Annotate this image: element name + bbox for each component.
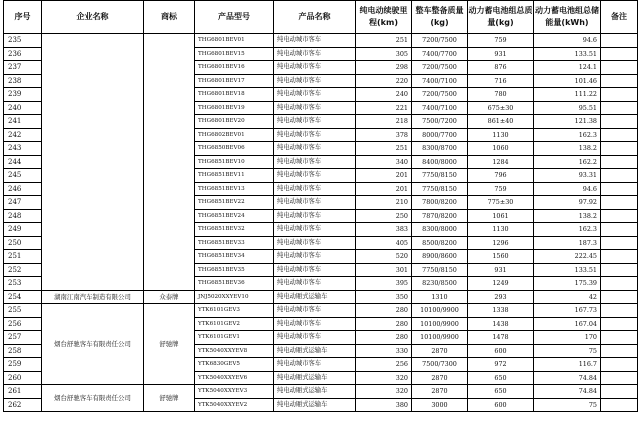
- product-model: THG6851BEV10: [195, 155, 274, 169]
- battery-energy: 95.51: [534, 101, 601, 115]
- battery-mass: 796: [468, 169, 534, 183]
- curb-mass: 7500/7300: [412, 358, 468, 372]
- remark-cell: [601, 236, 638, 250]
- curb-mass: 7200/7500: [412, 34, 468, 48]
- product-model: YTK5040XXYEV2: [195, 398, 274, 412]
- row-number: 236: [4, 47, 42, 61]
- curb-mass: 8300/8700: [412, 142, 468, 156]
- remark-cell: [601, 47, 638, 61]
- battery-energy: 111.22: [534, 88, 601, 102]
- row-number: 242: [4, 128, 42, 142]
- range-km: 383: [356, 223, 412, 237]
- company-name: 烟台舒驰客车有限责任公司: [42, 304, 144, 385]
- table-row: [4, 34, 638, 48]
- battery-energy: 124.1: [534, 61, 601, 75]
- curb-mass: 7750/8150: [412, 169, 468, 183]
- range-km: 380: [356, 398, 412, 412]
- table-header-row: [4, 1, 638, 34]
- remark-cell: [601, 101, 638, 115]
- range-km: 250: [356, 209, 412, 223]
- product-name: 纯电动厢式运输车: [274, 290, 356, 304]
- remark-cell: [601, 34, 638, 48]
- row-number: 246: [4, 182, 42, 196]
- brand-name: 舒驰牌: [144, 304, 195, 385]
- range-km: 201: [356, 169, 412, 183]
- product-model: YTK6830GEV5: [195, 358, 274, 372]
- product-name: 纯电动城市客车: [274, 317, 356, 331]
- row-number: 261: [4, 385, 42, 399]
- product-model: THG6851BEV34: [195, 250, 274, 264]
- range-km: 201: [356, 182, 412, 196]
- range-km: 280: [356, 317, 412, 331]
- battery-energy: 138.2: [534, 142, 601, 156]
- battery-mass: 759: [468, 34, 534, 48]
- brand-name: 众泰牌: [144, 290, 195, 304]
- remark-cell: [601, 196, 638, 210]
- header-brand: 商标: [144, 1, 195, 34]
- curb-mass: 7400/7700: [412, 47, 468, 61]
- range-km: 280: [356, 304, 412, 318]
- range-km: 221: [356, 101, 412, 115]
- battery-mass: 1249: [468, 277, 534, 291]
- curb-mass: 10100/9900: [412, 304, 468, 318]
- product-model: THG6802BEV01: [195, 128, 274, 142]
- range-km: 240: [356, 88, 412, 102]
- product-name: 纯电动厢式运输车: [274, 344, 356, 358]
- battery-mass: 876: [468, 61, 534, 75]
- remark-cell: [601, 155, 638, 169]
- product-name: 纯电动城市客车: [274, 209, 356, 223]
- product-name: 纯电动城市客车: [274, 74, 356, 88]
- company-name: 烟台舒驰客车有限责任公司: [42, 385, 144, 412]
- product-model: THG6801BEV15: [195, 47, 274, 61]
- battery-mass: 861±40: [468, 115, 534, 129]
- remark-cell: [601, 385, 638, 399]
- battery-energy: 75: [534, 344, 601, 358]
- battery-energy: 162.2: [534, 155, 601, 169]
- product-model: THG6851BEV11: [195, 169, 274, 183]
- range-km: 280: [356, 331, 412, 345]
- row-number: 238: [4, 74, 42, 88]
- product-model: THG6801BEV01: [195, 34, 274, 48]
- header-mass: 整车整备质量(kg): [412, 1, 468, 34]
- product-model: THG6851BEV32: [195, 223, 274, 237]
- curb-mass: 8900/8600: [412, 250, 468, 264]
- battery-energy: 222.45: [534, 250, 601, 264]
- battery-energy: 42: [534, 290, 601, 304]
- header-battery-mass: 动力蓄电池组总质量(kg): [468, 1, 534, 34]
- range-km: 395: [356, 277, 412, 291]
- product-model: YTK6101GEV2: [195, 317, 274, 331]
- product-model: YTK6101GEV3: [195, 304, 274, 318]
- curb-mass: 7400/7100: [412, 101, 468, 115]
- battery-mass: 1338: [468, 304, 534, 318]
- header-remark: 备注: [601, 1, 638, 34]
- row-number: 250: [4, 236, 42, 250]
- battery-mass: 600: [468, 398, 534, 412]
- battery-energy: 121.38: [534, 115, 601, 129]
- range-km: 330: [356, 344, 412, 358]
- curb-mass: 8500/8200: [412, 236, 468, 250]
- battery-mass: 780: [468, 88, 534, 102]
- product-model: THG6851BEV36: [195, 277, 274, 291]
- header-company: 企业名称: [42, 1, 144, 34]
- battery-mass: 1438: [468, 317, 534, 331]
- battery-energy: 94.6: [534, 34, 601, 48]
- row-number: 241: [4, 115, 42, 129]
- row-number: 239: [4, 88, 42, 102]
- remark-cell: [601, 331, 638, 345]
- row-number: 247: [4, 196, 42, 210]
- row-number: 255: [4, 304, 42, 318]
- remark-cell: [601, 182, 638, 196]
- brand-name: 舒驰牌: [144, 385, 195, 412]
- header-no: 序号: [4, 1, 42, 34]
- row-number: 252: [4, 263, 42, 277]
- row-number: 262: [4, 398, 42, 412]
- range-km: 210: [356, 196, 412, 210]
- battery-energy: 133.51: [534, 47, 601, 61]
- product-model: YTK5040XXYEV8: [195, 344, 274, 358]
- battery-energy: 74.84: [534, 385, 601, 399]
- remark-cell: [601, 169, 638, 183]
- curb-mass: 7750/8150: [412, 182, 468, 196]
- battery-mass: 775±30: [468, 196, 534, 210]
- curb-mass: 7200/7500: [412, 61, 468, 75]
- battery-mass: 1284: [468, 155, 534, 169]
- battery-energy: 116.7: [534, 358, 601, 372]
- product-model: THG6851BEV24: [195, 209, 274, 223]
- curb-mass: 3000: [412, 398, 468, 412]
- row-number: 259: [4, 358, 42, 372]
- curb-mass: 7500/7200: [412, 115, 468, 129]
- curb-mass: 7200/7500: [412, 88, 468, 102]
- range-km: 218: [356, 115, 412, 129]
- remark-cell: [601, 398, 638, 412]
- curb-mass: 7800/8200: [412, 196, 468, 210]
- range-km: 251: [356, 34, 412, 48]
- header-product: 产品名称: [274, 1, 356, 34]
- product-model: THG6851BEV35: [195, 263, 274, 277]
- battery-mass: 1130: [468, 223, 534, 237]
- product-name: 纯电动厢式运输车: [274, 385, 356, 399]
- product-model: THG6851BEV33: [195, 236, 274, 250]
- product-name: 纯电动城市客车: [274, 223, 356, 237]
- product-name: 纯电动城市客车: [274, 182, 356, 196]
- battery-mass: 650: [468, 371, 534, 385]
- battery-energy: 187.3: [534, 236, 601, 250]
- product-name: 纯电动城市客车: [274, 358, 356, 372]
- battery-mass: 1296: [468, 236, 534, 250]
- product-name: 纯电动城市客车: [274, 128, 356, 142]
- company-name: 湖南江南汽车制造有限公司: [42, 290, 144, 304]
- curb-mass: 8000/7700: [412, 128, 468, 142]
- product-name: 纯电动城市客车: [274, 142, 356, 156]
- curb-mass: 8300/8000: [412, 223, 468, 237]
- curb-mass: 7400/7100: [412, 74, 468, 88]
- product-name: 纯电动厢式运输车: [274, 371, 356, 385]
- battery-energy: 175.39: [534, 277, 601, 291]
- range-km: 520: [356, 250, 412, 264]
- product-model: THG6801BEV17: [195, 74, 274, 88]
- battery-mass: 1130: [468, 128, 534, 142]
- battery-energy: 162.3: [534, 128, 601, 142]
- vehicle-catalog-table: [3, 0, 638, 412]
- range-km: 405: [356, 236, 412, 250]
- row-number: 237: [4, 61, 42, 75]
- product-name: 纯电动城市客车: [274, 34, 356, 48]
- product-model: YTK6101GEV1: [195, 331, 274, 345]
- remark-cell: [601, 371, 638, 385]
- product-model: YTK5040XXYEV6: [195, 371, 274, 385]
- product-name: 纯电动城市客车: [274, 250, 356, 264]
- product-model: THG6851BEV13: [195, 182, 274, 196]
- curb-mass: 1310: [412, 290, 468, 304]
- row-number: 244: [4, 155, 42, 169]
- remark-cell: [601, 263, 638, 277]
- range-km: 378: [356, 128, 412, 142]
- curb-mass: 2870: [412, 371, 468, 385]
- remark-cell: [601, 277, 638, 291]
- curb-mass: 7750/8150: [412, 263, 468, 277]
- row-number: 256: [4, 317, 42, 331]
- table-row: [4, 290, 638, 304]
- row-number: 257: [4, 331, 42, 345]
- battery-mass: 675±30: [468, 101, 534, 115]
- range-km: 305: [356, 47, 412, 61]
- row-number: 249: [4, 223, 42, 237]
- product-name: 纯电动城市客车: [274, 47, 356, 61]
- product-name: 纯电动城市客车: [274, 236, 356, 250]
- battery-mass: 650: [468, 385, 534, 399]
- range-km: 220: [356, 74, 412, 88]
- product-name: 纯电动城市客车: [274, 196, 356, 210]
- company-name: [42, 34, 144, 291]
- battery-energy: 94.6: [534, 182, 601, 196]
- remark-cell: [601, 115, 638, 129]
- product-name: 纯电动厢式运输车: [274, 398, 356, 412]
- range-km: 350: [356, 290, 412, 304]
- product-name: 纯电动城市客车: [274, 101, 356, 115]
- battery-mass: 1478: [468, 331, 534, 345]
- product-name: 纯电动城市客车: [274, 155, 356, 169]
- range-km: 301: [356, 263, 412, 277]
- remark-cell: [601, 209, 638, 223]
- product-model: THG6801BEV20: [195, 115, 274, 129]
- table-row: [4, 304, 638, 318]
- remark-cell: [601, 358, 638, 372]
- product-model: THG6851BEV22: [195, 196, 274, 210]
- battery-energy: 170: [534, 331, 601, 345]
- header-battery-energy: 动力蓄电池组总储能量(kWh): [534, 1, 601, 34]
- product-model: THG6801BEV18: [195, 88, 274, 102]
- battery-mass: 1060: [468, 142, 534, 156]
- curb-mass: 8400/8000: [412, 155, 468, 169]
- battery-energy: 97.92: [534, 196, 601, 210]
- battery-energy: 167.04: [534, 317, 601, 331]
- curb-mass: 7870/8200: [412, 209, 468, 223]
- curb-mass: 10100/9900: [412, 331, 468, 345]
- battery-mass: 716: [468, 74, 534, 88]
- product-name: 纯电动城市客车: [274, 169, 356, 183]
- curb-mass: 2870: [412, 344, 468, 358]
- table-row: [4, 385, 638, 399]
- row-number: 251: [4, 250, 42, 264]
- row-number: 258: [4, 344, 42, 358]
- battery-energy: 133.51: [534, 263, 601, 277]
- remark-cell: [601, 88, 638, 102]
- remark-cell: [601, 142, 638, 156]
- remark-cell: [601, 223, 638, 237]
- battery-mass: 1560: [468, 250, 534, 264]
- product-name: 纯电动城市客车: [274, 88, 356, 102]
- curb-mass: 2870: [412, 385, 468, 399]
- product-name: 纯电动城市客车: [274, 61, 356, 75]
- product-name: 纯电动城市客车: [274, 304, 356, 318]
- product-name: 纯电动城市客车: [274, 115, 356, 129]
- curb-mass: 10100/9900: [412, 317, 468, 331]
- row-number: 253: [4, 277, 42, 291]
- battery-energy: 93.31: [534, 169, 601, 183]
- row-number: 235: [4, 34, 42, 48]
- remark-cell: [601, 61, 638, 75]
- range-km: 251: [356, 142, 412, 156]
- remark-cell: [601, 74, 638, 88]
- battery-mass: 931: [468, 47, 534, 61]
- row-number: 243: [4, 142, 42, 156]
- row-number: 260: [4, 371, 42, 385]
- row-number: 254: [4, 290, 42, 304]
- remark-cell: [601, 250, 638, 264]
- remark-cell: [601, 128, 638, 142]
- remark-cell: [601, 317, 638, 331]
- row-number: 248: [4, 209, 42, 223]
- battery-energy: 75: [534, 398, 601, 412]
- product-model: JNJ5020XXYEV10: [195, 290, 274, 304]
- row-number: 240: [4, 101, 42, 115]
- battery-mass: 1061: [468, 209, 534, 223]
- curb-mass: 8230/8500: [412, 277, 468, 291]
- remark-cell: [601, 304, 638, 318]
- battery-mass: 600: [468, 344, 534, 358]
- battery-mass: 931: [468, 263, 534, 277]
- battery-energy: 167.73: [534, 304, 601, 318]
- product-name: 纯电动城市客车: [274, 277, 356, 291]
- brand-name: [144, 34, 195, 291]
- range-km: 320: [356, 385, 412, 399]
- product-name: 纯电动城市客车: [274, 331, 356, 345]
- product-model: YTK5040XXYEV3: [195, 385, 274, 399]
- battery-mass: 972: [468, 358, 534, 372]
- product-name: 纯电动城市客车: [274, 263, 356, 277]
- remark-cell: [601, 344, 638, 358]
- product-model: THG6801BEV19: [195, 101, 274, 115]
- battery-energy: 101.46: [534, 74, 601, 88]
- battery-energy: 138.2: [534, 209, 601, 223]
- battery-mass: 759: [468, 182, 534, 196]
- header-range: 纯电动续驶里程(km): [356, 1, 412, 34]
- product-model: THG6801BEV16: [195, 61, 274, 75]
- header-model: 产品型号: [195, 1, 274, 34]
- range-km: 298: [356, 61, 412, 75]
- range-km: 340: [356, 155, 412, 169]
- remark-cell: [601, 290, 638, 304]
- battery-energy: 162.3: [534, 223, 601, 237]
- product-model: THG6850BEV06: [195, 142, 274, 156]
- range-km: 320: [356, 371, 412, 385]
- range-km: 256: [356, 358, 412, 372]
- battery-mass: 293: [468, 290, 534, 304]
- battery-energy: 74.84: [534, 371, 601, 385]
- row-number: 245: [4, 169, 42, 183]
